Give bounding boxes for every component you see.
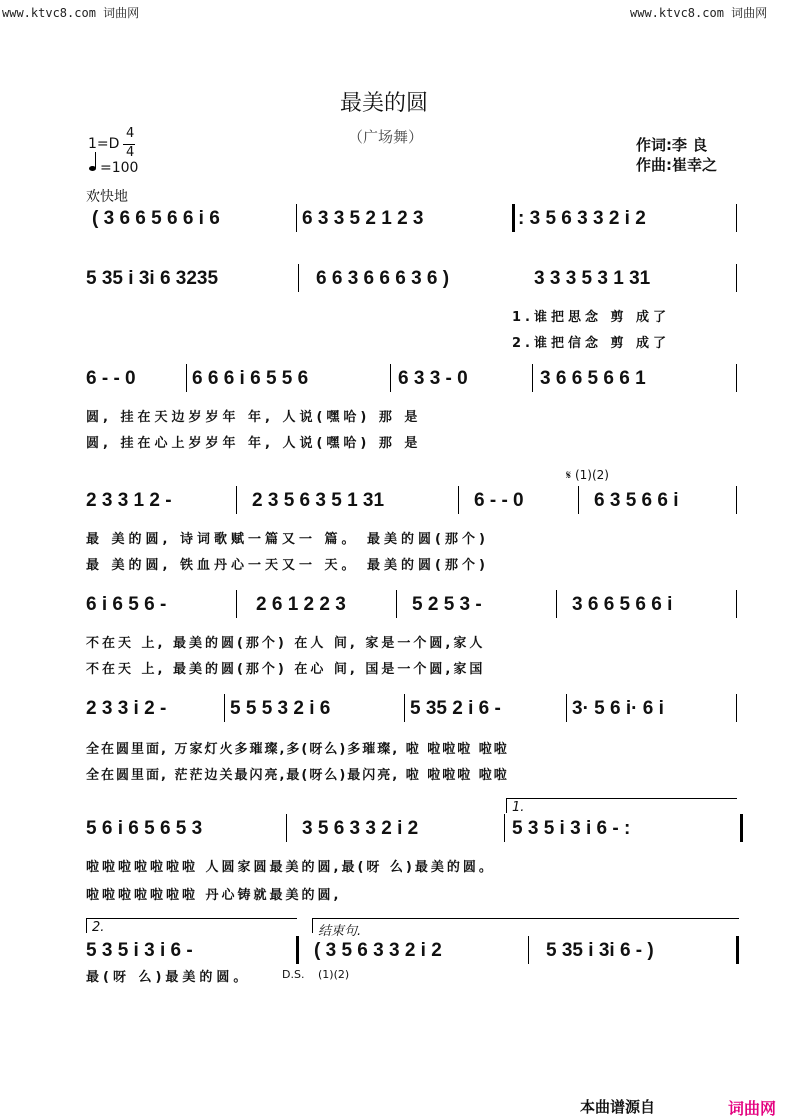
- notation-row-2-m3: 3 3 3 5 3 1 31: [534, 268, 651, 289]
- barline: [504, 814, 505, 842]
- volta-label-2: 2.: [92, 920, 105, 935]
- notation-row-4-m4: 6 3 5 6 6 i: [594, 490, 679, 511]
- barline: [236, 486, 237, 514]
- composer: 作曲:崔幸之: [636, 156, 717, 174]
- da-segno-marks: (1)(2): [318, 968, 350, 981]
- lyric-row-6-v2: 全在圆里面, 茫茫边关最闪亮,最(呀么)最闪亮, 啦 啦啦啦 啦啦: [86, 768, 509, 783]
- notation-row-6-m2: 5 5 5 3 2 i 6: [230, 698, 331, 719]
- ending-label: 结束句.: [318, 924, 362, 939]
- barline: [186, 364, 187, 392]
- footer-source: 本曲谱源自: [580, 1098, 656, 1116]
- notation-row-3-m3: 6 3 3 - 0: [398, 368, 468, 389]
- ending-bracket: [312, 918, 739, 933]
- barline: [578, 486, 579, 514]
- notation-row-1-m1: ( 3 6 6 5 6 6 i 6: [92, 208, 220, 229]
- notation-row-8-m2: ( 3 5 6 3 3 2 i 2: [314, 940, 442, 961]
- notation-row-5-m2: 2 6 1 2 2 3: [256, 594, 346, 615]
- notation-row-4-m2: 2 3 5 6 3 5 1 31: [252, 490, 385, 511]
- barline: [296, 204, 297, 232]
- lyric-row-5-v1: 不在天 上, 最美的圆(那个) 在人 间, 家是一个圆,家人: [86, 636, 486, 651]
- notation-row-3-m1: 6 - - 0: [86, 368, 136, 389]
- notation-row-2-m1: 5 35 i 3i 6 3235: [86, 268, 219, 289]
- da-segno: D.S.: [282, 968, 305, 981]
- barline: [236, 590, 237, 618]
- notation-row-6-m4: 3· 5 6 i· 6 i: [572, 698, 664, 719]
- notation-row-6-m1: 2 3 3 i 2 -: [86, 698, 167, 719]
- barline: [736, 694, 737, 722]
- time-sig-top: 4: [126, 126, 135, 141]
- notation-row-5-m1: 6 i 6 5 6 -: [86, 594, 167, 615]
- volta-bracket-1: [506, 798, 737, 813]
- lyricist: 作词:李 良: [636, 136, 708, 154]
- barline: [390, 364, 391, 392]
- barline: [736, 264, 737, 292]
- lyric-row-4-v1: 最 美的圆, 诗词歌赋一篇又一 篇。 最美的圆(那个): [86, 532, 489, 547]
- lyric-row-7-v1: 啦啦啦啦啦啦啦 人圆家圆最美的圆,最(呀 么)最美的圆。: [86, 860, 495, 875]
- barline: [736, 486, 737, 514]
- notation-row-8-m1: 5 3 5 i 3 i 6 -: [86, 940, 193, 961]
- barline: [286, 814, 287, 842]
- volta-bracket-2: [86, 918, 297, 933]
- repeat-barline: [512, 204, 515, 232]
- lyric-row-3-v2: 圆, 挂在心上岁岁年 年, 人说(嘿哈) 那 是: [86, 436, 422, 451]
- notation-row-7-m2: 3 5 6 3 3 2 i 2: [302, 818, 419, 839]
- notation-row-7-m3: 5 3 5 i 3 i 6 - :: [512, 818, 631, 839]
- barline: [736, 364, 737, 392]
- lyric-row-5-v2: 不在天 上, 最美的圆(那个) 在心 间, 国是一个圆,家国: [86, 662, 486, 677]
- notation-row-7-m1: 5 6 i 6 5 6 5 3: [86, 818, 203, 839]
- site-logo[interactable]: 词曲网: [728, 1099, 777, 1118]
- notation-row-1-m2: 6 3 3 5 2 1 2 3: [302, 208, 424, 229]
- notation-row-8-m3: 5 35 i 3i 6 - ): [546, 940, 654, 961]
- barline: [532, 364, 533, 392]
- barline: [566, 694, 567, 722]
- watermark-left: www.ktvc8.com 词曲网: [2, 6, 140, 20]
- lyric-row-3-v1: 圆, 挂在天边岁岁年 年, 人说(嘿哈) 那 是: [86, 410, 422, 425]
- lyric-row-7-v2: 啦啦啦啦啦啦啦 丹心铸就最美的圆,: [86, 888, 342, 903]
- song-title: 最美的圆: [340, 91, 429, 116]
- notation-row-1-m3: : 3 5 6 3 3 2 i 2: [518, 208, 646, 229]
- tempo: =100: [100, 160, 139, 176]
- lyric-row-8-v1: 最(呀 么)最美的圆。: [86, 970, 251, 985]
- lyric-row-4-v2: 最 美的圆, 铁血丹心一天又一 天。 最美的圆(那个): [86, 558, 489, 573]
- segno-marker: 𝄋 (1)(2): [566, 468, 609, 482]
- time-sig-bottom: 4: [126, 145, 135, 160]
- volta-label-1: 1.: [512, 800, 525, 815]
- barline: [404, 694, 405, 722]
- key-signature: 1=D: [88, 136, 120, 152]
- barline: [556, 590, 557, 618]
- notation-row-2-m2: 6 6 3 6 6 6 3 6 ): [316, 268, 450, 289]
- notation-row-4-m1: 2 3 3 1 2 -: [86, 490, 172, 511]
- barline: [396, 590, 397, 618]
- subtitle: （广场舞）: [348, 128, 424, 146]
- notation-row-6-m3: 5 35 2 i 6 -: [410, 698, 501, 719]
- barline: [528, 936, 529, 964]
- note-stem: [95, 152, 96, 168]
- notation-row-3-m4: 3 6 6 5 6 6 1: [540, 368, 646, 389]
- watermark-right: www.ktvc8.com 词曲网: [630, 6, 768, 20]
- lyric-row-6-v1: 全在圆里面, 万家灯火多璀璨,多(呀么)多璀璨, 啦 啦啦啦 啦啦: [86, 742, 509, 757]
- repeat-end-barline: [740, 814, 743, 842]
- notation-row-3-m2: 6 6 6 i 6 5 5 6: [192, 368, 309, 389]
- barline: [736, 204, 737, 232]
- barline: [224, 694, 225, 722]
- barline: [736, 590, 737, 618]
- double-barline: [296, 936, 299, 964]
- final-barline: [736, 936, 739, 964]
- lyric-row-2-v2: 2.谁把信念 剪 成了: [512, 336, 671, 351]
- notation-row-5-m3: 5 2 5 3 -: [412, 594, 482, 615]
- lyric-row-2-v1: 1.谁把思念 剪 成了: [512, 310, 671, 325]
- mood-marking: 欢快地: [86, 189, 128, 205]
- barline: [298, 264, 299, 292]
- barline: [458, 486, 459, 514]
- notation-row-4-m3: 6 - - 0: [474, 490, 524, 511]
- notation-row-5-m4: 3 6 6 5 6 6 i: [572, 594, 673, 615]
